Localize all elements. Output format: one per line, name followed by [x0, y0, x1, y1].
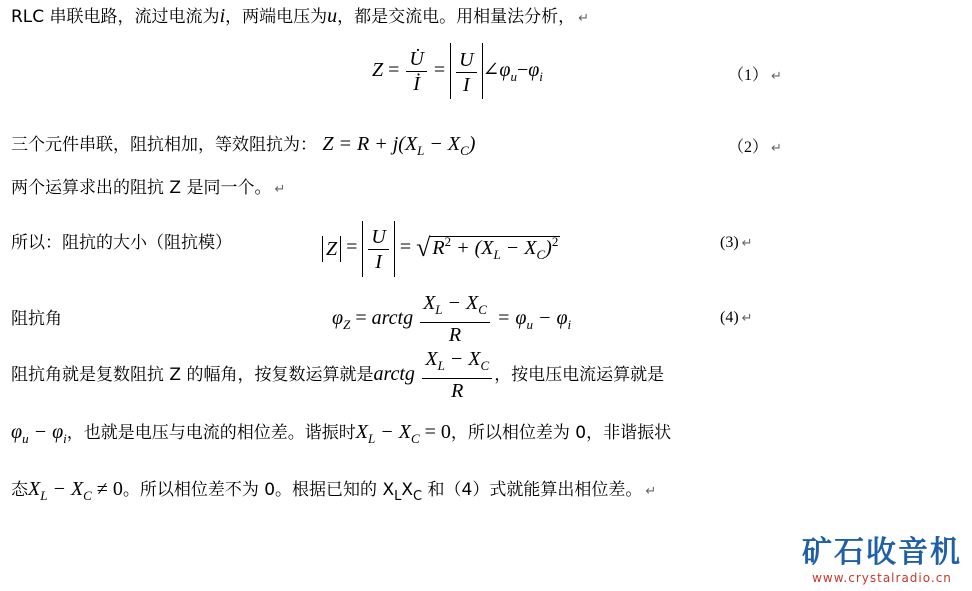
para5-x: X: [355, 421, 368, 443]
eq1-mark: ↵: [771, 69, 782, 84]
eq4-arctg: arctg: [371, 307, 414, 329]
eq1-den1: İ: [413, 72, 420, 95]
para6-x: X: [28, 478, 41, 500]
intro-text-c: ，都是交流电。用相量法分析，: [337, 7, 576, 27]
eq3-abs-frac: [362, 221, 394, 277]
para5-sub-l: L: [367, 431, 376, 446]
eq3-sub-c: C: [536, 247, 546, 262]
eq4-num: [420, 291, 490, 323]
para5-resonance-eq: [355, 421, 451, 446]
para4-num-b: − X: [444, 348, 481, 370]
eq1-number-text: （1）: [728, 67, 769, 84]
magnitude-label: 所以：阻抗的大小（阻抗模）: [11, 233, 232, 253]
para4-sub-c: C: [480, 358, 490, 373]
eq1-abs: [450, 43, 482, 99]
eq3-equals: =: [346, 236, 358, 259]
eq3-r: R: [432, 237, 445, 259]
eq3-rc: − X: [500, 237, 537, 259]
eq2-a: Z = R + j(X: [322, 133, 418, 155]
eq4-sub-u: u: [526, 317, 533, 332]
eq3-den: I: [375, 251, 382, 274]
eq4-phi: φ: [332, 307, 344, 329]
eq4-num-b: − X: [442, 292, 479, 315]
eq4-number-text: (4): [720, 309, 739, 326]
eq1-sub-i: i: [539, 69, 543, 84]
eq4-equals: =: [355, 307, 367, 329]
para4-num-x: X: [425, 348, 438, 370]
eq1-equals: =: [388, 59, 400, 81]
eq3-mark: ↵: [741, 236, 753, 251]
para5-phase-diff: [11, 421, 67, 446]
eq4-fraction: [420, 291, 490, 347]
para6-text-b: 。所以相位差不为 0。根据已知的 X: [122, 480, 395, 500]
para3-mark: ↵: [274, 182, 286, 197]
eq3-equals-2: =: [399, 236, 412, 259]
eq4-rhs-a: = φ: [496, 307, 527, 329]
eq1-lhs: Z: [372, 59, 384, 81]
eq4-den: R: [448, 324, 462, 347]
paragraph-magnitude-label: [11, 232, 232, 254]
para5-x-b: − X: [375, 421, 411, 443]
para6-sub-c2: C: [413, 489, 423, 504]
para4-sub-l: L: [437, 358, 445, 373]
equation-1: [372, 42, 543, 105]
paragraph-conclusion: [11, 478, 656, 508]
eq3-number-text: (3): [720, 234, 739, 251]
eq3-sqrt: [416, 214, 560, 283]
var-i: i: [219, 5, 226, 27]
eq1-den2: I: [463, 74, 470, 97]
eq3-number: [720, 234, 753, 252]
eq3-radicand: [430, 234, 560, 262]
eq4-rhs-b: − φ: [532, 307, 568, 329]
eq3-num: U: [368, 225, 388, 250]
paragraph-same-z: [11, 177, 285, 201]
eq3-sub-l: L: [493, 247, 501, 262]
eq1-minus: −: [516, 59, 529, 81]
eq3-sup-paren: 2: [551, 234, 559, 249]
para4-text-a: 阻抗角就是复数阻抗 Z 的幅角，按复数运算就是: [11, 365, 374, 385]
eq2-number-text: （2）: [728, 139, 769, 156]
series-text: 三个元件串联，阻抗相加，等效阻抗为：: [11, 135, 317, 155]
logo-name: 矿石收音机: [802, 535, 962, 570]
eq1-angle: ∠: [482, 59, 500, 81]
para6-nonres-eq: [28, 478, 123, 503]
eq4-number: [720, 309, 753, 327]
para4-num: [422, 347, 492, 379]
var-u: u: [327, 5, 338, 27]
eq1-num2: U: [456, 48, 476, 73]
eq4-sub-z: Z: [343, 317, 351, 332]
eq1-phi-i: φ: [528, 59, 540, 81]
para5-sub-u: u: [22, 431, 29, 446]
para6-sub-l2: L: [394, 489, 402, 504]
eq3-fraction: [368, 225, 388, 274]
para6-sub-c: C: [83, 488, 92, 503]
paragraph-mark: ↵: [578, 11, 590, 26]
eq2-b: − X: [424, 133, 461, 155]
para6-text-c: X: [401, 480, 414, 500]
para4-den: R: [451, 380, 464, 402]
eq2-sub-l: L: [417, 143, 425, 158]
eq1-number: [728, 62, 782, 85]
site-logo: [802, 527, 962, 585]
para6-x-b: − X: [47, 478, 84, 500]
paragraph-intro: [11, 5, 589, 30]
eq4-sub-i: i: [567, 317, 572, 332]
equation-4: [332, 290, 571, 353]
equation-3: [322, 214, 560, 283]
paragraph-angle-label: [11, 308, 62, 330]
eq2-sub-c: C: [460, 143, 469, 158]
eq1-num1: U̇: [406, 47, 426, 72]
eq1-mag-fraction: [456, 48, 476, 97]
para5-text-a: ，也就是电压与电流的相位差。谐振时: [66, 423, 356, 443]
eq1-phasor-fraction: [406, 47, 426, 96]
eq3-rd: ): [545, 237, 552, 259]
eq2-c: ): [468, 133, 476, 155]
angle-label: 阻抗角: [11, 309, 62, 329]
eq4-sub-c: C: [478, 302, 487, 318]
para5-x-c: = 0: [419, 421, 451, 443]
sqrt-symbol: √: [416, 233, 431, 262]
para4-fraction: [422, 347, 492, 403]
para4-text-b: ，按电压电流运算就是: [494, 365, 665, 385]
eq2-mark: ↵: [771, 141, 782, 156]
para5-phi-u: φ: [11, 421, 23, 443]
eq4-mark: ↵: [741, 311, 753, 326]
eq3-abs-z: [322, 236, 341, 262]
same-z-text: 两个运算求出的阻抗 Z 是同一个。: [11, 178, 272, 198]
para6-text-d: 和（4）式就能算出相位差。: [422, 480, 643, 500]
eq4-num-x: X: [423, 292, 436, 315]
para6-text-a: 态: [11, 480, 28, 500]
eq3-lhs: Z: [326, 237, 338, 260]
intro-text-a: RLC 串联电路，流过电流为: [11, 7, 220, 27]
para5-sub-i: i: [63, 431, 67, 446]
eq1-sub-u: u: [510, 69, 517, 84]
eq1-equals-2: =: [433, 59, 446, 81]
paragraph-resonance: [11, 421, 671, 450]
eq1-phi-u: φ: [499, 59, 511, 81]
eq3-sup-r: 2: [444, 234, 452, 249]
logo-url: www.crystalradio.cn: [812, 571, 952, 585]
para5-sub-c: C: [410, 431, 420, 446]
eq3-rb: + (X: [451, 237, 494, 259]
para6-sub-l: L: [40, 488, 48, 503]
eq2-number: [728, 134, 782, 157]
paragraph-series: [11, 133, 475, 162]
para6-mark: ↵: [645, 484, 657, 499]
para4-arctg: arctg: [373, 363, 415, 385]
para6-x-c: ≠ 0: [91, 478, 123, 500]
paragraph-angle-explain: [11, 346, 664, 403]
para5-phi-i: − φ: [28, 421, 64, 443]
intro-text-b: ，两端电压为: [225, 7, 328, 27]
equation-2: [322, 133, 476, 158]
eq4-sub-l: L: [435, 302, 443, 318]
para5-text-b: ，所以相位差为 0，非谐振状: [450, 423, 672, 443]
